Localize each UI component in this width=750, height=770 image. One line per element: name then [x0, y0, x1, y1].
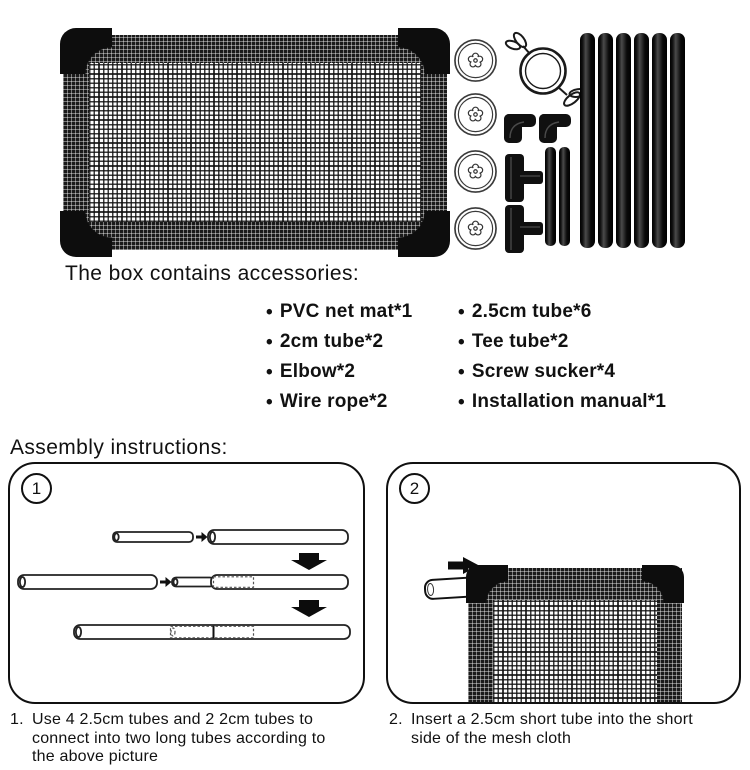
bullet-icon: •	[266, 391, 273, 413]
elbow-icon	[539, 114, 571, 143]
short-tube-2cm	[559, 147, 570, 246]
list-item	[458, 327, 666, 357]
bullet-icon: •	[266, 331, 273, 353]
list-item-label: Wire rope*2	[279, 391, 388, 412]
long-tube-2-5cm	[616, 33, 631, 248]
screw-sucker-icon	[453, 92, 498, 137]
step-text: Use 4 2.5cm tubes and 2 2cm tubes to connect into two long tubes according to the above picture	[32, 711, 326, 766]
bullet-icon: •	[458, 361, 465, 383]
assembly-heading: Assembly instructions:	[10, 436, 228, 459]
bullet-icon: •	[266, 361, 273, 383]
step-number: 2.	[389, 711, 403, 728]
accessories-list-col2	[458, 297, 666, 417]
list-item-label: 2cm tube*2	[279, 331, 384, 352]
bullet-icon: •	[266, 301, 273, 323]
mesh-cloth-center	[493, 600, 657, 704]
screw-sucker-icon	[453, 38, 498, 83]
elbow-icon	[504, 114, 536, 143]
list-item-label: Elbow*2	[279, 361, 356, 382]
list-item	[266, 297, 412, 327]
mesh-cloth	[468, 568, 682, 704]
tee-tube-icon	[505, 154, 543, 202]
long-tube-2-5cm	[652, 33, 667, 248]
net-mat-corner-top-left	[60, 28, 112, 74]
assembly-step-1-panel	[8, 462, 365, 704]
list-item-label: 2.5cm tube*6	[471, 301, 592, 322]
long-tube-2-5cm	[580, 33, 595, 248]
step-2-caption	[389, 711, 721, 748]
net-mat-center-mesh	[89, 63, 421, 222]
list-item-label: Tee tube*2	[471, 331, 569, 352]
tube-end	[427, 582, 435, 595]
tube-assembly-diagram	[10, 464, 363, 702]
list-item-label: PVC net mat*1	[279, 301, 413, 322]
long-tube-2-5cm	[634, 33, 649, 248]
accessories-list-col1	[266, 297, 412, 417]
short-tube-2cm	[545, 147, 556, 246]
step-1-caption	[10, 711, 342, 767]
list-item-label: Installation manual*1	[471, 391, 667, 412]
net-mat-corner-top-right	[398, 28, 450, 74]
bullet-icon: •	[458, 301, 465, 323]
step-2-number-badge: 2	[399, 473, 430, 504]
screw-sucker-icon	[453, 206, 498, 251]
long-tube-2-5cm	[670, 33, 685, 248]
step-1-number-badge: 1	[21, 473, 52, 504]
list-item	[266, 327, 412, 357]
list-item	[458, 297, 666, 327]
pvc-net-mat	[63, 35, 447, 250]
assembly-step-2-panel	[386, 462, 741, 704]
accessories-heading: The box contains accessories:	[65, 262, 360, 285]
list-item	[458, 357, 666, 387]
step-text: Insert a 2.5cm short tube into the short side of the mesh cloth	[411, 711, 693, 747]
tee-tube-icon	[505, 205, 543, 253]
mesh-cloth-corner-right	[642, 565, 684, 603]
mesh-cloth-corner-left	[466, 565, 508, 603]
net-mat-corner-bottom-right	[398, 211, 450, 257]
bullet-icon: •	[458, 331, 465, 353]
list-item	[266, 357, 412, 387]
list-item	[266, 387, 412, 417]
net-mat-corner-bottom-left	[60, 211, 112, 257]
list-item-label: Screw sucker*4	[471, 361, 616, 382]
long-tube-2-5cm	[598, 33, 613, 248]
step-number: 1.	[10, 711, 24, 728]
list-item	[458, 387, 666, 417]
screw-sucker-icon	[453, 149, 498, 194]
bullet-icon: •	[458, 391, 465, 413]
